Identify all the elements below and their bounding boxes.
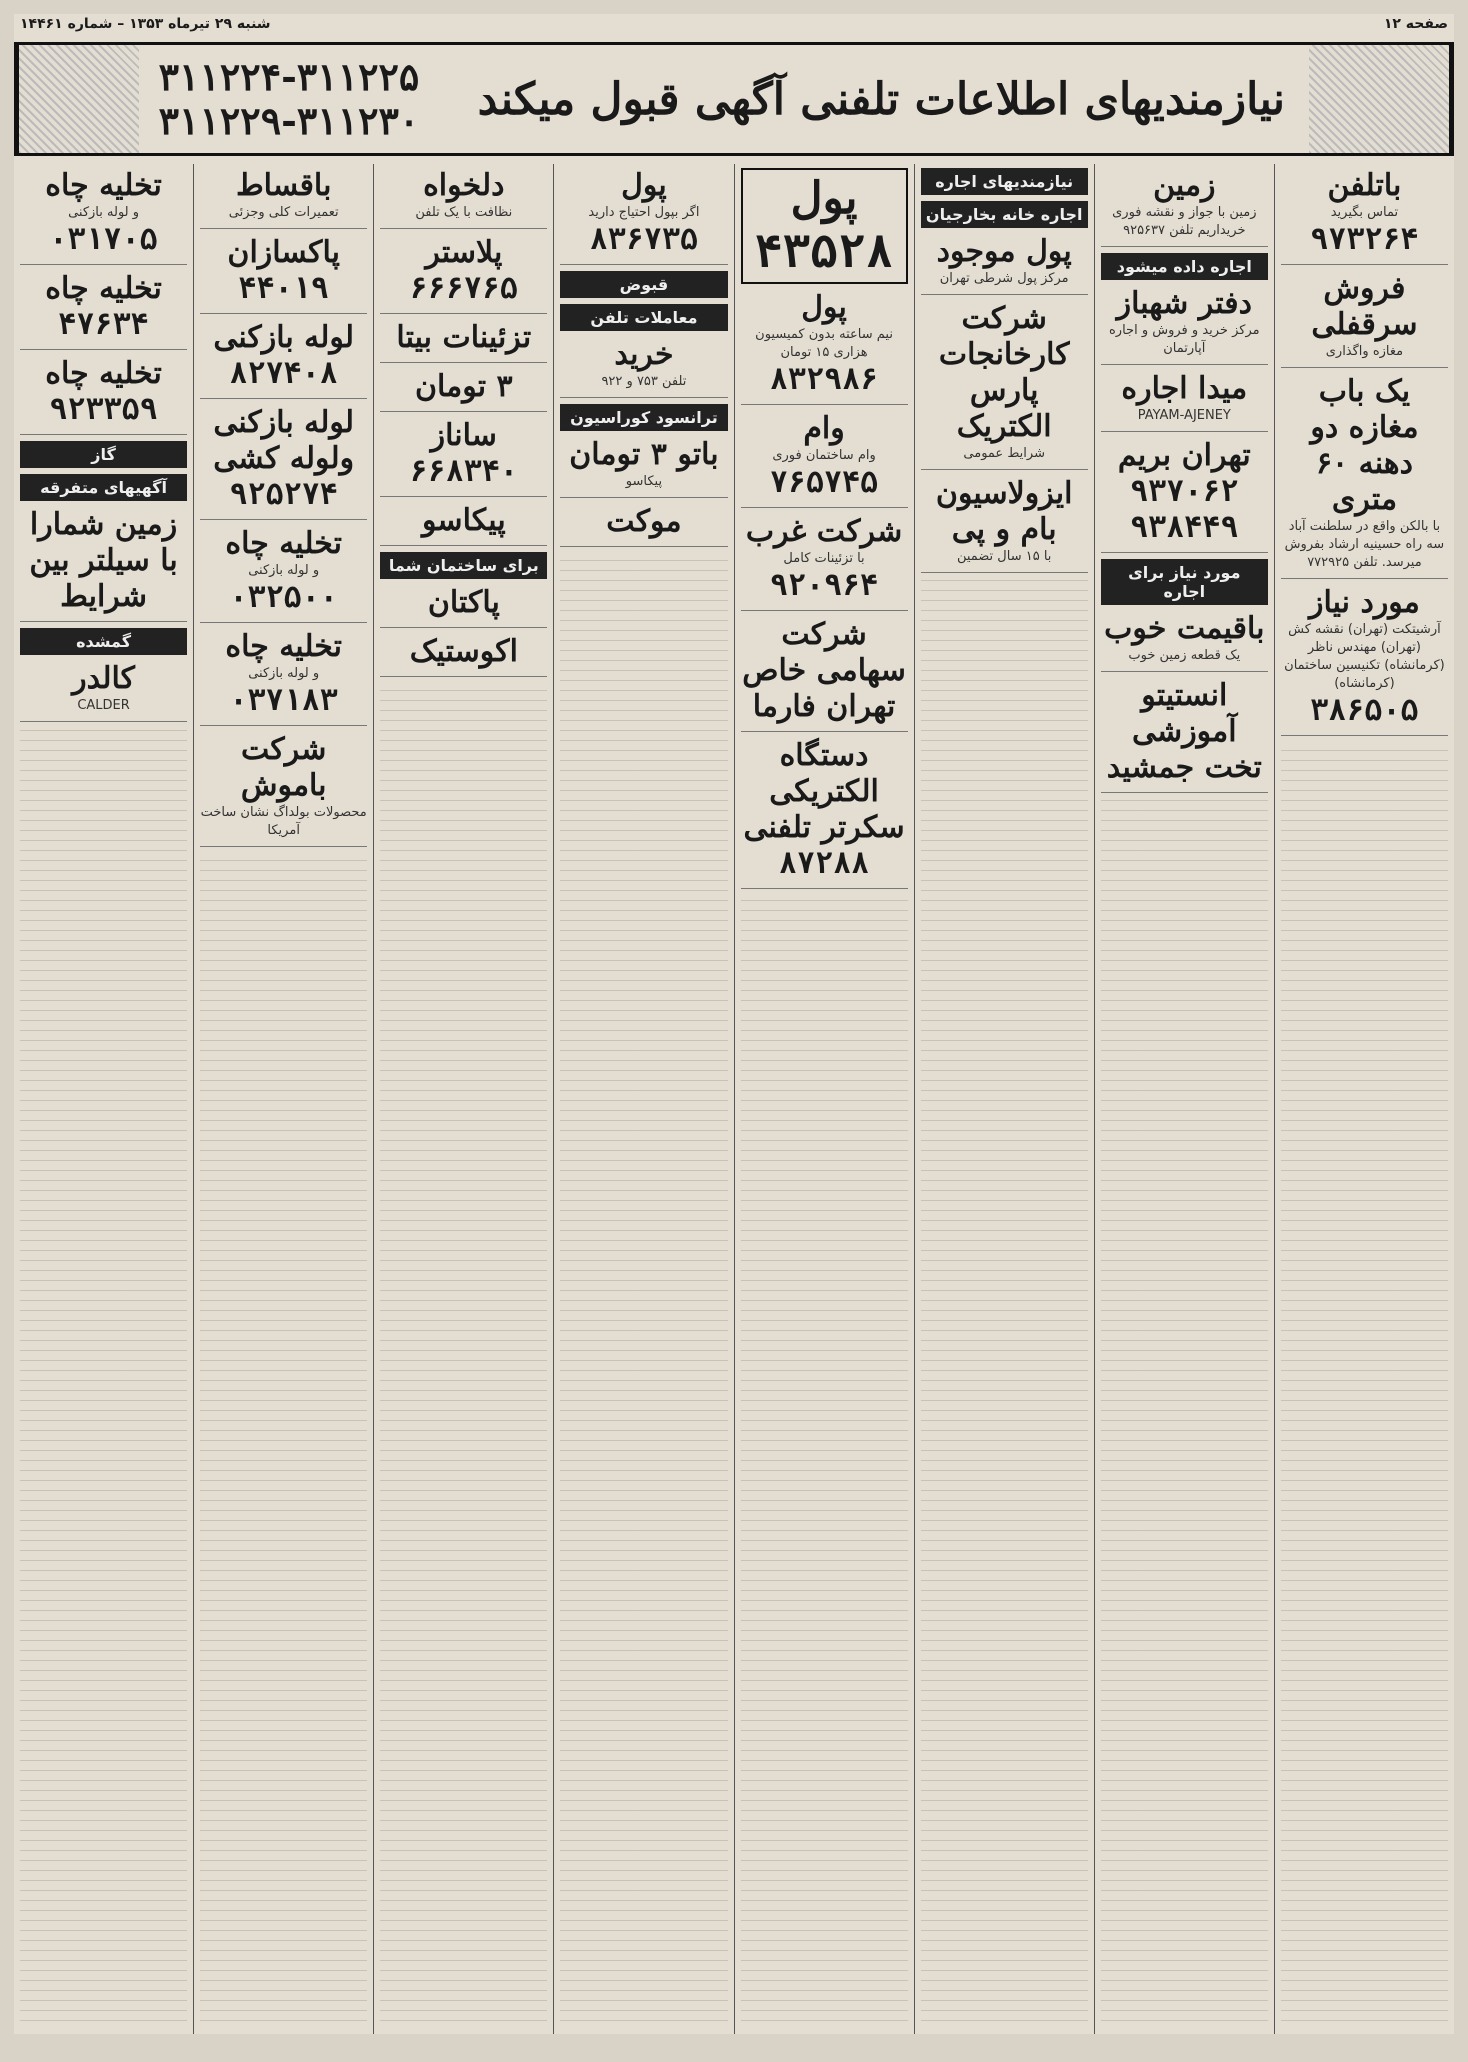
banner-phones-line2: ۳۱۱۲۲۹-۳۱۱۲۳۰ xyxy=(158,98,420,143)
ad-body: و لوله بازکنی xyxy=(248,563,320,578)
issue-date: شنبه ۲۹ تیرماه ۱۳۵۳ – شماره ۱۴۴۶۱ xyxy=(20,16,271,32)
ad-body: تعمیرات کلی وجزئی xyxy=(228,205,339,220)
classified-ad xyxy=(921,301,1088,470)
small-print-filler xyxy=(741,895,908,2030)
classifieds-banner xyxy=(14,42,1454,156)
classified-ad xyxy=(380,418,547,497)
classified-ad xyxy=(1101,678,1268,793)
ad-body: CALDER xyxy=(77,698,130,713)
ad-headline: شرکت سهامی خاص تهران فارما xyxy=(742,617,906,724)
ad-phone-number: ۰۳۲۵۰۰ xyxy=(229,580,338,615)
ad-column xyxy=(734,164,914,2034)
newspaper-page xyxy=(14,14,1454,2034)
ad-column xyxy=(553,164,733,2034)
classified-ad xyxy=(380,634,547,677)
classified-ad xyxy=(200,526,367,623)
classified-ad xyxy=(1101,611,1268,672)
ad-headline: خرید xyxy=(614,337,674,372)
ad-headline: زمین شمارا با سیلتر بین شرایط xyxy=(29,507,178,614)
small-print-filler xyxy=(1101,799,1268,2030)
classified-ad xyxy=(1281,168,1448,265)
ad-headline: کالدر xyxy=(72,661,135,696)
classified-ad xyxy=(1281,271,1448,368)
ad-body: نظافت با یک تلفن xyxy=(415,205,513,220)
classified-ad xyxy=(921,476,1088,573)
section-label: اجاره داده میشود xyxy=(1101,253,1268,280)
ad-phone-number: ۹۲۰۹۶۴ xyxy=(769,568,879,603)
ad-body: و لوله بازکنی xyxy=(68,205,140,220)
ad-phone-number: ۰۳۷۱۸۳ xyxy=(229,683,338,718)
ad-headline: ۳ تومان xyxy=(414,369,513,404)
section-label: قبوض xyxy=(560,271,727,298)
ad-column xyxy=(914,164,1094,2034)
ad-body: نیم ساعته بدون کمیسیون هزاری ۱۵ تومان xyxy=(755,327,893,360)
small-print-filler xyxy=(560,553,727,2030)
classified-ad xyxy=(741,290,908,405)
ad-headline: تخلیه چاه xyxy=(45,168,162,203)
ad-headline: وام xyxy=(803,411,845,446)
ad-body: مرکز خرید و فروش و اجاره آپارتمان xyxy=(1109,323,1260,356)
ad-body: با تزئینات کامل xyxy=(783,551,865,566)
classified-ad xyxy=(20,356,187,435)
classified-ad xyxy=(380,585,547,628)
ad-headline: تخلیه چاه xyxy=(225,526,342,561)
section-label: مورد نیاز برای اجاره xyxy=(1101,559,1268,605)
classified-ad xyxy=(200,629,367,726)
classified-ad xyxy=(380,168,547,229)
ad-headline: پول xyxy=(790,173,858,224)
classified-ad xyxy=(741,411,908,508)
ad-headline: موکت xyxy=(606,504,682,539)
ad-headline: ایزولاسیون بام و پی xyxy=(935,476,1073,547)
ad-headline: اکوستیک xyxy=(409,634,518,669)
ad-headline: تزئینات بیتا xyxy=(396,320,532,355)
small-print-filler xyxy=(200,853,367,2030)
classified-ad xyxy=(200,235,367,314)
section-label: ترانسود کوراسیون xyxy=(560,404,727,431)
page-number: صفحه ۱۲ xyxy=(1383,16,1448,32)
ad-columns xyxy=(14,164,1454,2034)
ad-phone-number: ۶۶۸۳۴۰ xyxy=(409,454,518,489)
section-label: معاملات تلفن xyxy=(560,304,727,331)
ad-phone-number: ۸۷۲۸۸ xyxy=(778,846,870,881)
ad-column xyxy=(1094,164,1274,2034)
ad-headline: تهران بریم xyxy=(1117,438,1251,473)
ad-headline: فروش سرقفلی xyxy=(1311,271,1418,342)
ad-headline: تخلیه چاه xyxy=(45,356,162,391)
page-header xyxy=(14,14,1454,38)
banner-phones-line1: ۳۱۱۲۲۴-۳۱۱۲۲۵ xyxy=(158,54,420,99)
ad-headline: لوله بازکنی xyxy=(213,320,354,355)
ad-headline: زمین xyxy=(1153,168,1216,203)
ad-headline: پول xyxy=(801,290,847,325)
classified-ad xyxy=(1101,438,1268,553)
ad-body: مغازه واگذاری xyxy=(1325,344,1404,359)
ad-headline: دستگاه الکتریکی سکرتر تلفنی xyxy=(743,738,905,845)
classified-ad xyxy=(560,504,727,547)
ad-phone-number: ۴۳۵۲۸ xyxy=(754,224,894,278)
classified-ad xyxy=(380,503,547,546)
ad-headline: میدا اجاره xyxy=(1121,371,1248,406)
ad-body: با ۱۵ سال تضمین xyxy=(956,549,1052,564)
ad-headline: شرکت غرب xyxy=(745,514,903,549)
classified-ad xyxy=(921,234,1088,295)
ad-headline: شرکت کارخانجات پارس الکتریک xyxy=(938,301,1070,444)
classified-ad xyxy=(200,168,367,229)
ad-body: با بالکن واقع در سلطنت آباد سه راه حسینیه ارشاد بفروش میرسد. تلفن ۷۷۲۹۲۵ xyxy=(1284,519,1445,570)
classified-ad xyxy=(1281,374,1448,579)
ad-column xyxy=(1274,164,1454,2034)
classified-ad xyxy=(380,320,547,363)
ad-phone-number: ۸۲۷۴۰۸ xyxy=(229,356,338,391)
ad-body: وام ساختمان فوری xyxy=(772,448,876,463)
ad-phone-number: ۸۳۲۹۸۶ xyxy=(769,362,879,397)
small-print-filler xyxy=(380,683,547,2030)
section-label: گمشده xyxy=(20,628,187,655)
ad-phone-number: ۹۲۳۳۵۹ xyxy=(49,392,158,427)
classified-ad xyxy=(741,617,908,732)
ad-headline: پاکتان xyxy=(427,585,500,620)
ad-body: تماس بگیرید xyxy=(1330,205,1399,220)
small-print-filler xyxy=(1281,742,1448,2030)
ad-body: شرایط عمومی xyxy=(963,446,1045,461)
ad-phone-number: ۴۴۰۱۹ xyxy=(238,271,329,306)
classified-ad xyxy=(1101,371,1268,432)
section-label: گاز xyxy=(20,441,187,468)
ad-column xyxy=(193,164,373,2034)
banner-title: نیازمندیهای اطلاعات تلفنی آگهی قبول میکند xyxy=(477,73,1285,125)
classified-ad xyxy=(20,168,187,265)
section-label: اجاره خانه بخارجیان xyxy=(921,201,1088,228)
ad-headline: ساناز xyxy=(430,418,497,453)
ad-phone-number: ۹۷۳۲۶۴ xyxy=(1310,222,1419,257)
ad-headline: پول موجود xyxy=(936,234,1072,269)
classified-ad xyxy=(380,235,547,314)
ad-headline: باقیمت خوب xyxy=(1104,611,1265,646)
ad-body: زمین با جواز و نقشه فوری خریداریم تلفن ۹۲۵۶۳۷ xyxy=(1112,205,1257,238)
ad-headline: یک باب مغازه دو دهنه ۶۰ متری xyxy=(1310,374,1419,517)
classified-ad xyxy=(200,732,367,847)
ad-headline: لوله بازکنی ولوله کشی xyxy=(213,405,355,476)
ad-headline: پول xyxy=(621,168,667,203)
ad-phone-number: ۳۸۶۵۰۵ xyxy=(1310,693,1419,728)
small-print-filler xyxy=(20,728,187,2030)
ad-phone-number: ۶۶۶۷۶۵ xyxy=(409,271,518,306)
ad-body: تلفن ۷۵۳ و ۹۲۲ xyxy=(601,374,687,389)
classified-ad xyxy=(741,514,908,611)
ad-headline: دلخواه xyxy=(423,168,505,203)
ad-headline: تخلیه چاه xyxy=(45,271,162,306)
ad-headline: پاکسازان xyxy=(227,235,340,270)
ad-body: پیکاسو xyxy=(625,474,663,489)
classified-ad xyxy=(560,437,727,498)
classified-ad xyxy=(200,320,367,399)
classified-ad xyxy=(560,168,727,265)
ad-body: اگر بپول احتیاج دارید xyxy=(588,205,700,220)
ad-headline: پلاستر xyxy=(425,235,503,270)
classified-ad xyxy=(1101,168,1268,247)
ad-phone-number: ۰۳۱۷۰۵ xyxy=(49,222,158,257)
ad-body: مرکز پول شرطی تهران xyxy=(939,271,1069,286)
ad-body: و لوله بازکنی xyxy=(248,666,320,681)
ad-body: محصولات بولداگ نشان ساخت آمریکا xyxy=(200,805,367,838)
banner-illustration-left xyxy=(17,45,139,153)
classified-ad xyxy=(1101,286,1268,365)
classified-ad xyxy=(741,168,908,284)
ad-headline: انستیتو آموزشی تخت جمشید xyxy=(1106,678,1262,785)
ad-headline: باتو ۳ تومان xyxy=(569,437,719,472)
ad-headline: باقساط xyxy=(235,168,332,203)
ad-column xyxy=(14,164,193,2034)
ad-headline: دفتر شهباز xyxy=(1116,286,1253,321)
classified-ad xyxy=(20,661,187,722)
ad-headline: مورد نیاز xyxy=(1308,585,1420,620)
ad-phone-number: ۹۳۷۰۶۲ xyxy=(1130,474,1239,509)
ad-phone-number: ۴۷۶۳۴ xyxy=(58,307,149,342)
ad-phone-number: ۹۳۸۴۴۹ xyxy=(1130,510,1239,545)
ad-body: آرشیتکت (تهران) نقشه کش (تهران) مهندس ناظر (کرمانشاه) تکنیسین ساختمان (کرمانشاه) xyxy=(1284,622,1445,691)
classified-ad xyxy=(380,369,547,412)
ad-headline: شرکت باموش xyxy=(240,732,327,803)
ad-headline: تخلیه چاه xyxy=(225,629,342,664)
classified-ad xyxy=(20,271,187,350)
small-print-filler xyxy=(921,579,1088,2030)
classified-ad xyxy=(20,507,187,622)
ad-headline: پیکاسو xyxy=(421,503,506,538)
ad-phone-number: ۸۳۶۷۳۵ xyxy=(589,222,699,257)
banner-illustration-right xyxy=(1309,45,1451,153)
section-label: نیازمندیهای اجاره xyxy=(921,168,1088,195)
ad-body: PAYAM-AJENEY xyxy=(1137,408,1231,423)
banner-phones xyxy=(139,55,439,143)
classified-ad xyxy=(1281,585,1448,736)
section-label: آگهیهای متفرقه xyxy=(20,474,187,501)
section-label: برای ساختمان شما xyxy=(380,552,547,579)
ad-column xyxy=(373,164,553,2034)
ad-phone-number: ۷۶۵۷۴۵ xyxy=(769,465,879,500)
classified-ad xyxy=(741,738,908,889)
classified-ad xyxy=(560,337,727,398)
ad-body: یک قطعه زمین خوب xyxy=(1128,648,1241,663)
ad-phone-number: ۹۲۵۲۷۴ xyxy=(229,477,338,512)
ad-headline: باتلفن xyxy=(1327,168,1402,203)
classified-ad xyxy=(200,405,367,520)
